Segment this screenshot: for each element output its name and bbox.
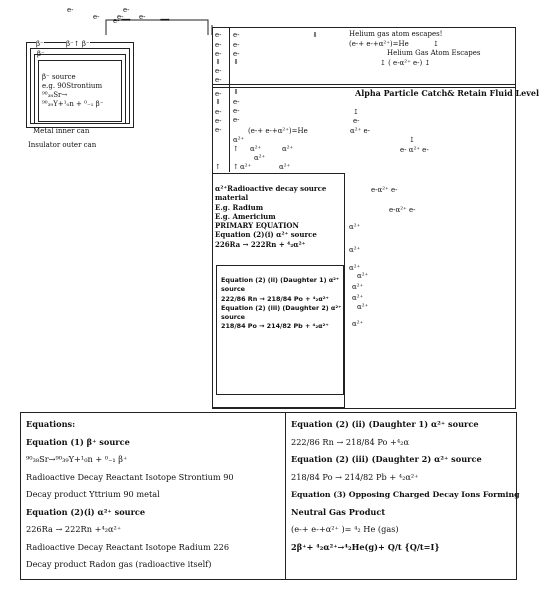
electron-label: e- [215, 67, 222, 75]
electron-label: e- [123, 6, 130, 14]
electron-label: e- [215, 50, 222, 58]
alpha-particle: α²⁺ [357, 272, 369, 280]
equations-table [20, 412, 520, 580]
beta-label: β⁻↑ β⁻ [66, 40, 90, 48]
electron-label: e- [353, 117, 360, 125]
equation-line: Neutral Gas Product [291, 506, 386, 517]
equation-line: (e-+ e-+α²⁺ )= ⁴₂ He (gas) [291, 524, 399, 534]
source-line: PRIMARY EQUATION [215, 221, 299, 231]
source-line: e.g. 90Strontium [42, 82, 103, 90]
source-line: β⁻ source [42, 73, 76, 81]
down-arrow-icon: ⇓ [312, 31, 318, 39]
electron-label: e- [215, 41, 222, 49]
source-line: 226Ra → 222Rn + ⁴₂α²⁺ [215, 239, 306, 249]
equation-line: Radioactive Decay Reactant Isotope Radium 226 [26, 541, 230, 552]
daughter-line: source [221, 313, 246, 322]
electron-label: e- [233, 41, 240, 49]
beta-label: β⁻ [36, 40, 44, 48]
electron-label: e- [233, 98, 240, 106]
electron-label: e- [139, 13, 146, 21]
up-arrow-icon: ↑ [215, 163, 221, 171]
electron-label: e- [215, 108, 222, 116]
source-box-text [215, 184, 326, 249]
alpha-particle: α²⁺ [349, 246, 361, 254]
equation-line: 226Ra → 222Rn +⁴₂α²⁺ [26, 524, 122, 534]
down-arrow-icon: ⇓ [215, 58, 221, 66]
daughter-line: Equation (2) (iii) (Daughter 2) α²⁺ [221, 303, 342, 312]
equation-line: Equation (3) Opposing Charged Decay Ions Forming [291, 490, 520, 499]
alpha-particle: α²⁺ [352, 294, 364, 302]
equations-left-column [21, 413, 286, 579]
alpha-particle: α²⁺ [282, 145, 294, 153]
alpha-particle: α²⁺ [250, 145, 262, 153]
equation-line-text: Equation (1) β⁺ source [26, 436, 130, 447]
electron-label: e- [67, 6, 74, 14]
daughter-box-text [221, 276, 342, 332]
electron-label: e- [215, 126, 222, 134]
equation-line [26, 434, 280, 452]
alpha-e-label: α²⁺ e- [350, 127, 370, 135]
source-line: Equation (2)(i) α²⁺ source [215, 230, 317, 240]
electron-label: e- [93, 13, 100, 21]
stream-electron: e- [113, 17, 120, 25]
source-line: ⁹⁰₃₈Sr→ [42, 91, 68, 99]
up-arrow-icon: ↥ [409, 136, 415, 144]
alpha-particle: α²⁺ [279, 163, 291, 171]
equation-line: 218/84 Po → 214/82 Pb + ⁴₂α²⁺ [291, 471, 419, 482]
alpha-particle: α²⁺ [357, 303, 369, 311]
electron-label: e- [233, 50, 240, 58]
up-arrow-icon: ↑ [233, 163, 239, 171]
alpha-particle: α²⁺ [233, 136, 245, 144]
source-line: ⁹⁰₃₉Y+¹₀n + ⁰₋₁ β⁻ [42, 100, 104, 108]
source-line: material [215, 193, 249, 203]
outer-can-label: Insulator outer can [28, 141, 97, 149]
electron-label: e- [215, 117, 222, 125]
alpha-particle: α²⁺ [352, 283, 364, 291]
fluid-level-title: Alpha Particle Catch& Retain Fluid Level [355, 88, 539, 98]
equation-line: Equation (2) (ii) (Daughter 1) α²⁺ source [291, 419, 479, 429]
daughter-line: 218/84 Po → 214/82 Pb + ⁴₂α²⁺ [221, 322, 329, 331]
down-arrow-icon: ⇓ [215, 98, 221, 106]
electron-label: e- [215, 90, 222, 98]
source-line: E.g. Radium [215, 202, 264, 212]
daughter-line: source [221, 285, 246, 294]
helium-line: ↥ ( e-α²⁺ e-) ↥ [380, 59, 431, 67]
up-arrow-icon: ↑ [233, 145, 239, 153]
alpha-particle: α²⁺ [352, 320, 364, 328]
e-alpha-e-label: e- α²⁺ e- [400, 146, 429, 154]
equations-heading: Equations: [26, 419, 76, 429]
metal-can-label: Metal inner can [33, 127, 90, 135]
helium-escapes-label: Helium Gas Atom Escapes [387, 49, 481, 57]
daughter-line: Equation (2) (ii) (Daughter 1) α²⁺ [221, 276, 340, 284]
electron-label: e- [233, 31, 240, 39]
equation-line: Equation (2)(i) α²⁺ source [26, 506, 146, 517]
electron-label: e- [117, 13, 124, 21]
alpha-particle: α²⁺ [349, 223, 361, 231]
electron-label: e- [215, 31, 222, 39]
electron-label: e- [233, 107, 240, 115]
equation-line: Equation (2) (iii) (Daughter 2) α²⁺ source [291, 454, 482, 464]
equation-line: Decay product Radon gas (radioactive itself) [26, 559, 212, 569]
e-alpha-e-label: e-α²⁺ e- [389, 206, 416, 214]
e-alpha-e-label: e-α²⁺ e- [371, 186, 398, 194]
equation-line: ⁹⁰₃₈Sr→⁹⁰₃₉Y+¹₀n + ⁰₋₁ β⁺ [26, 454, 128, 464]
equation-line: 2β⁺+ ⁴₂α²⁺→⁴₂He(g)+ Q/t {Q/t=I} [291, 541, 440, 552]
source-line: α²⁺Radioactive decay source [215, 184, 327, 193]
electron-label: e- [215, 76, 222, 84]
source-line: E.g. Americium [215, 211, 276, 221]
equations-right-column [286, 413, 520, 579]
daughter-line: 222/86 Rn → 218/84 Po + ⁴₂α²⁺ [221, 294, 329, 303]
stream-arrow-icon: ⟹ [160, 16, 171, 24]
up-arrow-icon: ↥ [353, 108, 359, 116]
stream-arrow-icon: ⟹ [121, 16, 132, 24]
down-arrow-icon: ⇓ [233, 88, 239, 96]
equation-line: Decay product Yttrium 90 metal [26, 489, 160, 499]
equation-line: Radioactive Decay Reactant Isotope Strontium 90 [26, 471, 234, 482]
helium-escapes-label: Helium gas atom escapes! [349, 30, 443, 38]
equation-line: 222/86 Rn → 218/84 Po +⁴₂α [291, 436, 409, 447]
electron-label: e- [233, 116, 240, 124]
up-arrow-icon: ↥ [433, 40, 439, 48]
alpha-particle: α²⁺ [254, 154, 266, 162]
down-arrow-icon: ⇓ [233, 58, 239, 66]
alpha-particle: α²⁺ [349, 264, 361, 272]
helium-equation: (e-+ e-+α²⁺)=He [248, 127, 308, 135]
alpha-particle: α²⁺ [240, 163, 252, 171]
helium-equation: (e-+ e-+α²⁺)=He [349, 40, 409, 48]
beta-label: β⁻ [37, 50, 45, 58]
